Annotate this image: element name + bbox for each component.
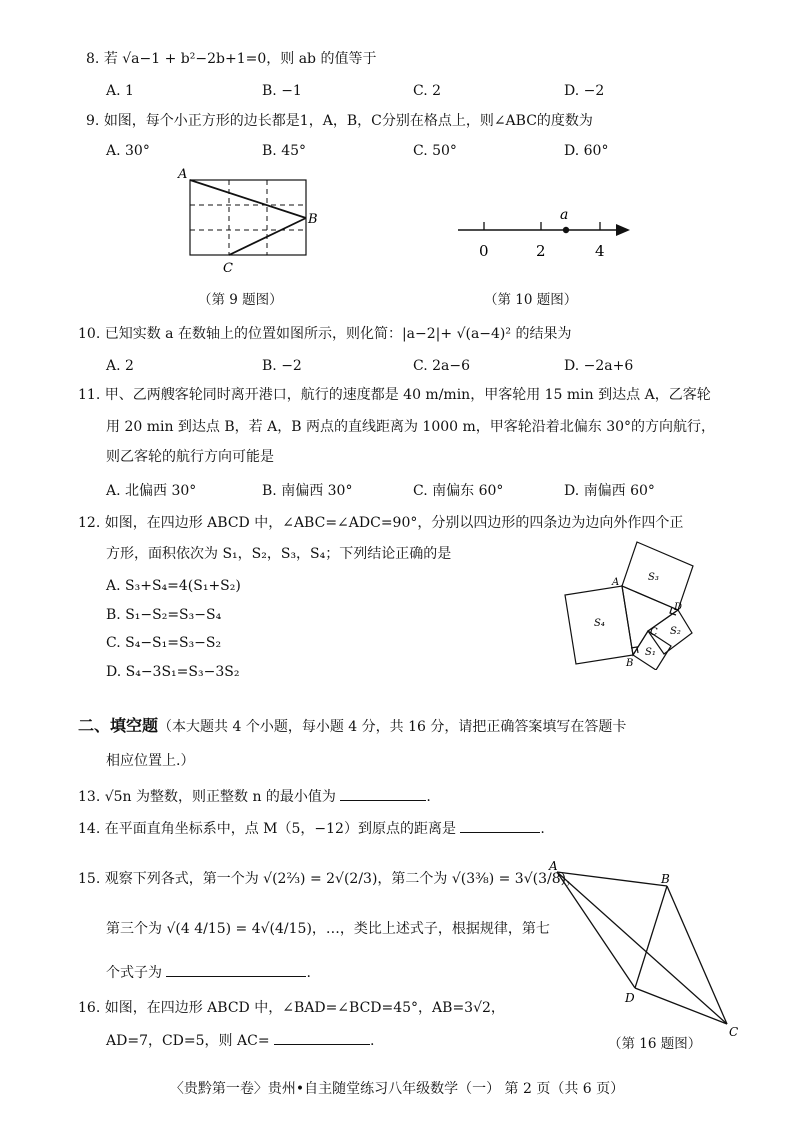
q10-stem [78, 323, 571, 345]
q8-stem [86, 48, 376, 70]
q10-option-c: C. 2a−6 [413, 358, 471, 374]
q15-number: 15. [78, 871, 101, 887]
q11-line-1 [78, 384, 711, 406]
q15-text-1: 观察下列各式，第一个为 √(2⅔) = 2√(2/3)，第二个为 √(3⅜) = 3√(3/8)， [104, 871, 581, 887]
q9-caption: （第 9 题图） [198, 292, 283, 308]
q12-label-s3: S₃ [648, 572, 659, 583]
q11-option-b: B. 南偏西 30° [262, 483, 353, 499]
q14-answer-blank[interactable] [460, 818, 540, 833]
q13-answer-blank[interactable] [340, 786, 426, 801]
q16-label-c: C [729, 1025, 739, 1038]
q9-figure [176, 166, 326, 278]
q16-period: . [370, 1033, 375, 1049]
q9-segment-bc [229, 218, 306, 255]
q8-text: 若 √a−1 + b²−2b+1=0，则 ab 的值等于 [103, 51, 377, 67]
section-2-title: 二、填空题 [78, 716, 159, 735]
q10-option-d: D. −2a+6 [564, 358, 634, 374]
q15-period: . [306, 965, 311, 981]
q12-option-a: A. S₃+S₄=4(S₁+S₂) [106, 578, 241, 594]
q10-option-b: B. −2 [262, 358, 302, 374]
segment-da [557, 872, 635, 988]
q8-number: 8. [86, 51, 100, 67]
q12-label-s4: S₄ [594, 618, 605, 629]
q12-option-c: C. S₄−S₁=S₃−S₂ [106, 635, 222, 651]
q9-option-b: B. 45° [262, 143, 307, 159]
segment-bc [667, 886, 727, 1024]
tick-label-0: 0 [479, 242, 489, 260]
q16-line-1 [78, 997, 505, 1019]
q9-label-a: A [178, 167, 188, 182]
q9-number: 9. [86, 113, 100, 129]
tick-label-2: 2 [536, 242, 546, 260]
number-line-arrow-icon [616, 224, 630, 236]
q16-number: 16. [78, 1000, 101, 1016]
q14-text: 在平面直角坐标系中，点 M（5，−12）到原点的距离是 [104, 821, 456, 837]
q11-option-a: A. 北偏西 30° [106, 483, 197, 499]
q10-caption: （第 10 题图） [484, 292, 578, 308]
q12-option-b: B. S₁−S₂=S₃−S₄ [106, 607, 222, 623]
q12-label-c: C [650, 627, 658, 638]
q12-text-1: 如图，在四边形 ABCD 中，∠ABC=∠ADC=90°，分别以四边形的四条边为边向外作四个正 [104, 515, 684, 531]
q9-label-c: C [223, 261, 233, 276]
q9-option-d: D. 60° [564, 143, 609, 159]
q9-label-b: B [308, 212, 318, 227]
diagonal-bd [635, 886, 667, 988]
q12-label-d: D [674, 602, 683, 613]
q16-label-d: D [625, 991, 635, 1005]
q16-label-a: A [549, 859, 558, 873]
q11-option-c: C. 南偏东 60° [413, 483, 504, 499]
q13-period: . [426, 789, 431, 805]
q16-text-1: 如图，在四边形 ABCD 中，∠BAD=∠BCD=45°，AB=3√2， [104, 1000, 505, 1016]
q16-figure [545, 858, 745, 1038]
q16-line-2 [106, 1030, 374, 1052]
q15-line-2: 第三个为 √(4 4/15) = 4√(4/15)，…，类比上述式子，根据规律，第七 [106, 921, 550, 937]
q12-option-d: D. S₄−3S₁=S₃−3S₂ [106, 664, 240, 680]
q15-text-3: 个式子为 [106, 965, 162, 981]
q8-option-d: D. −2 [564, 83, 605, 99]
diagonal-ac [557, 872, 727, 1024]
segment-ab [557, 872, 667, 886]
section-2-desc-2: 相应位置上.） [106, 753, 195, 769]
q12-label-b: B [626, 658, 634, 669]
q9-option-a: A. 30° [106, 143, 150, 159]
q15-line-1 [78, 868, 580, 890]
q11-line-2: 用 20 min 到达点 B，若 A，B 两点的直线距离为 1000 m，甲客轮沿着北偏东 30°的方向航行， [106, 419, 716, 435]
q13-number: 13. [78, 789, 101, 805]
q12-label-s2: S₂ [670, 626, 681, 637]
section-2-desc-1: （本大题共 4 个小题，每小题 4 分，共 16 分，请把正确答案填写在答题卡 [158, 719, 627, 735]
q12-line-2: 方形，面积依次为 S₁，S₂，S₃，S₄；下列结论正确的是 [106, 546, 452, 562]
q9-grid-border [190, 180, 306, 255]
q13-text: √5n 为整数，则正整数 n 的最小值为 [104, 789, 336, 805]
q11-number: 11. [78, 387, 101, 403]
q12-figure [560, 530, 710, 670]
q11-line-3: 则乙客轮的航行方向可能是 [106, 449, 274, 465]
q11-option-d: D. 南偏西 60° [564, 483, 655, 499]
q8-option-c: C. 2 [413, 83, 442, 99]
q9-segment-ab [190, 180, 306, 218]
point-a-label: a [560, 207, 569, 223]
q15-answer-blank[interactable] [166, 962, 306, 977]
q16-caption: （第 16 题图） [608, 1036, 702, 1052]
point-a [563, 227, 569, 233]
q9-option-c: C. 50° [413, 143, 457, 159]
q10-option-a: A. 2 [106, 358, 134, 374]
q8-option-a: A. 1 [106, 83, 134, 99]
q10-text: 已知实数 a 在数轴上的位置如图所示，则化简：|a−2|+ √(a−4)² 的结果为 [104, 326, 572, 342]
q13 [78, 786, 431, 808]
q16-answer-blank[interactable] [274, 1030, 370, 1045]
q11-text-1: 甲、乙两艘客轮同时离开港口，航行的速度都是 40 m/min，甲客轮用 15 min 到达点 A，乙客轮 [104, 387, 711, 403]
q10-number-line [448, 200, 638, 264]
q12-number: 12. [78, 515, 101, 531]
q12-label-s1: S₁ [645, 647, 656, 658]
q16-text-2: AD=7，CD=5，则 AC= [106, 1033, 270, 1049]
section-2-heading [78, 715, 626, 738]
tick-label-4: 4 [595, 242, 605, 260]
q9-stem [86, 110, 593, 132]
q14-number: 14. [78, 821, 101, 837]
q14-period: . [540, 821, 545, 837]
q14 [78, 818, 545, 840]
q12-label-a: A [612, 577, 620, 588]
q9-text: 如图，每个小正方形的边长都是1，A，B，C分别在格点上，则∠ABC的度数为 [103, 113, 593, 129]
q8-option-b: B. −1 [262, 83, 302, 99]
q9-grid-dashes [190, 180, 306, 255]
page-footer: 〈贵黔第一卷〉贵州•自主随堂练习八年级数学（一） 第 2 页（共 6 页） [169, 1081, 625, 1097]
q15-line-3 [106, 962, 311, 984]
q16-label-b: B [661, 872, 670, 886]
q10-number: 10. [78, 326, 101, 342]
